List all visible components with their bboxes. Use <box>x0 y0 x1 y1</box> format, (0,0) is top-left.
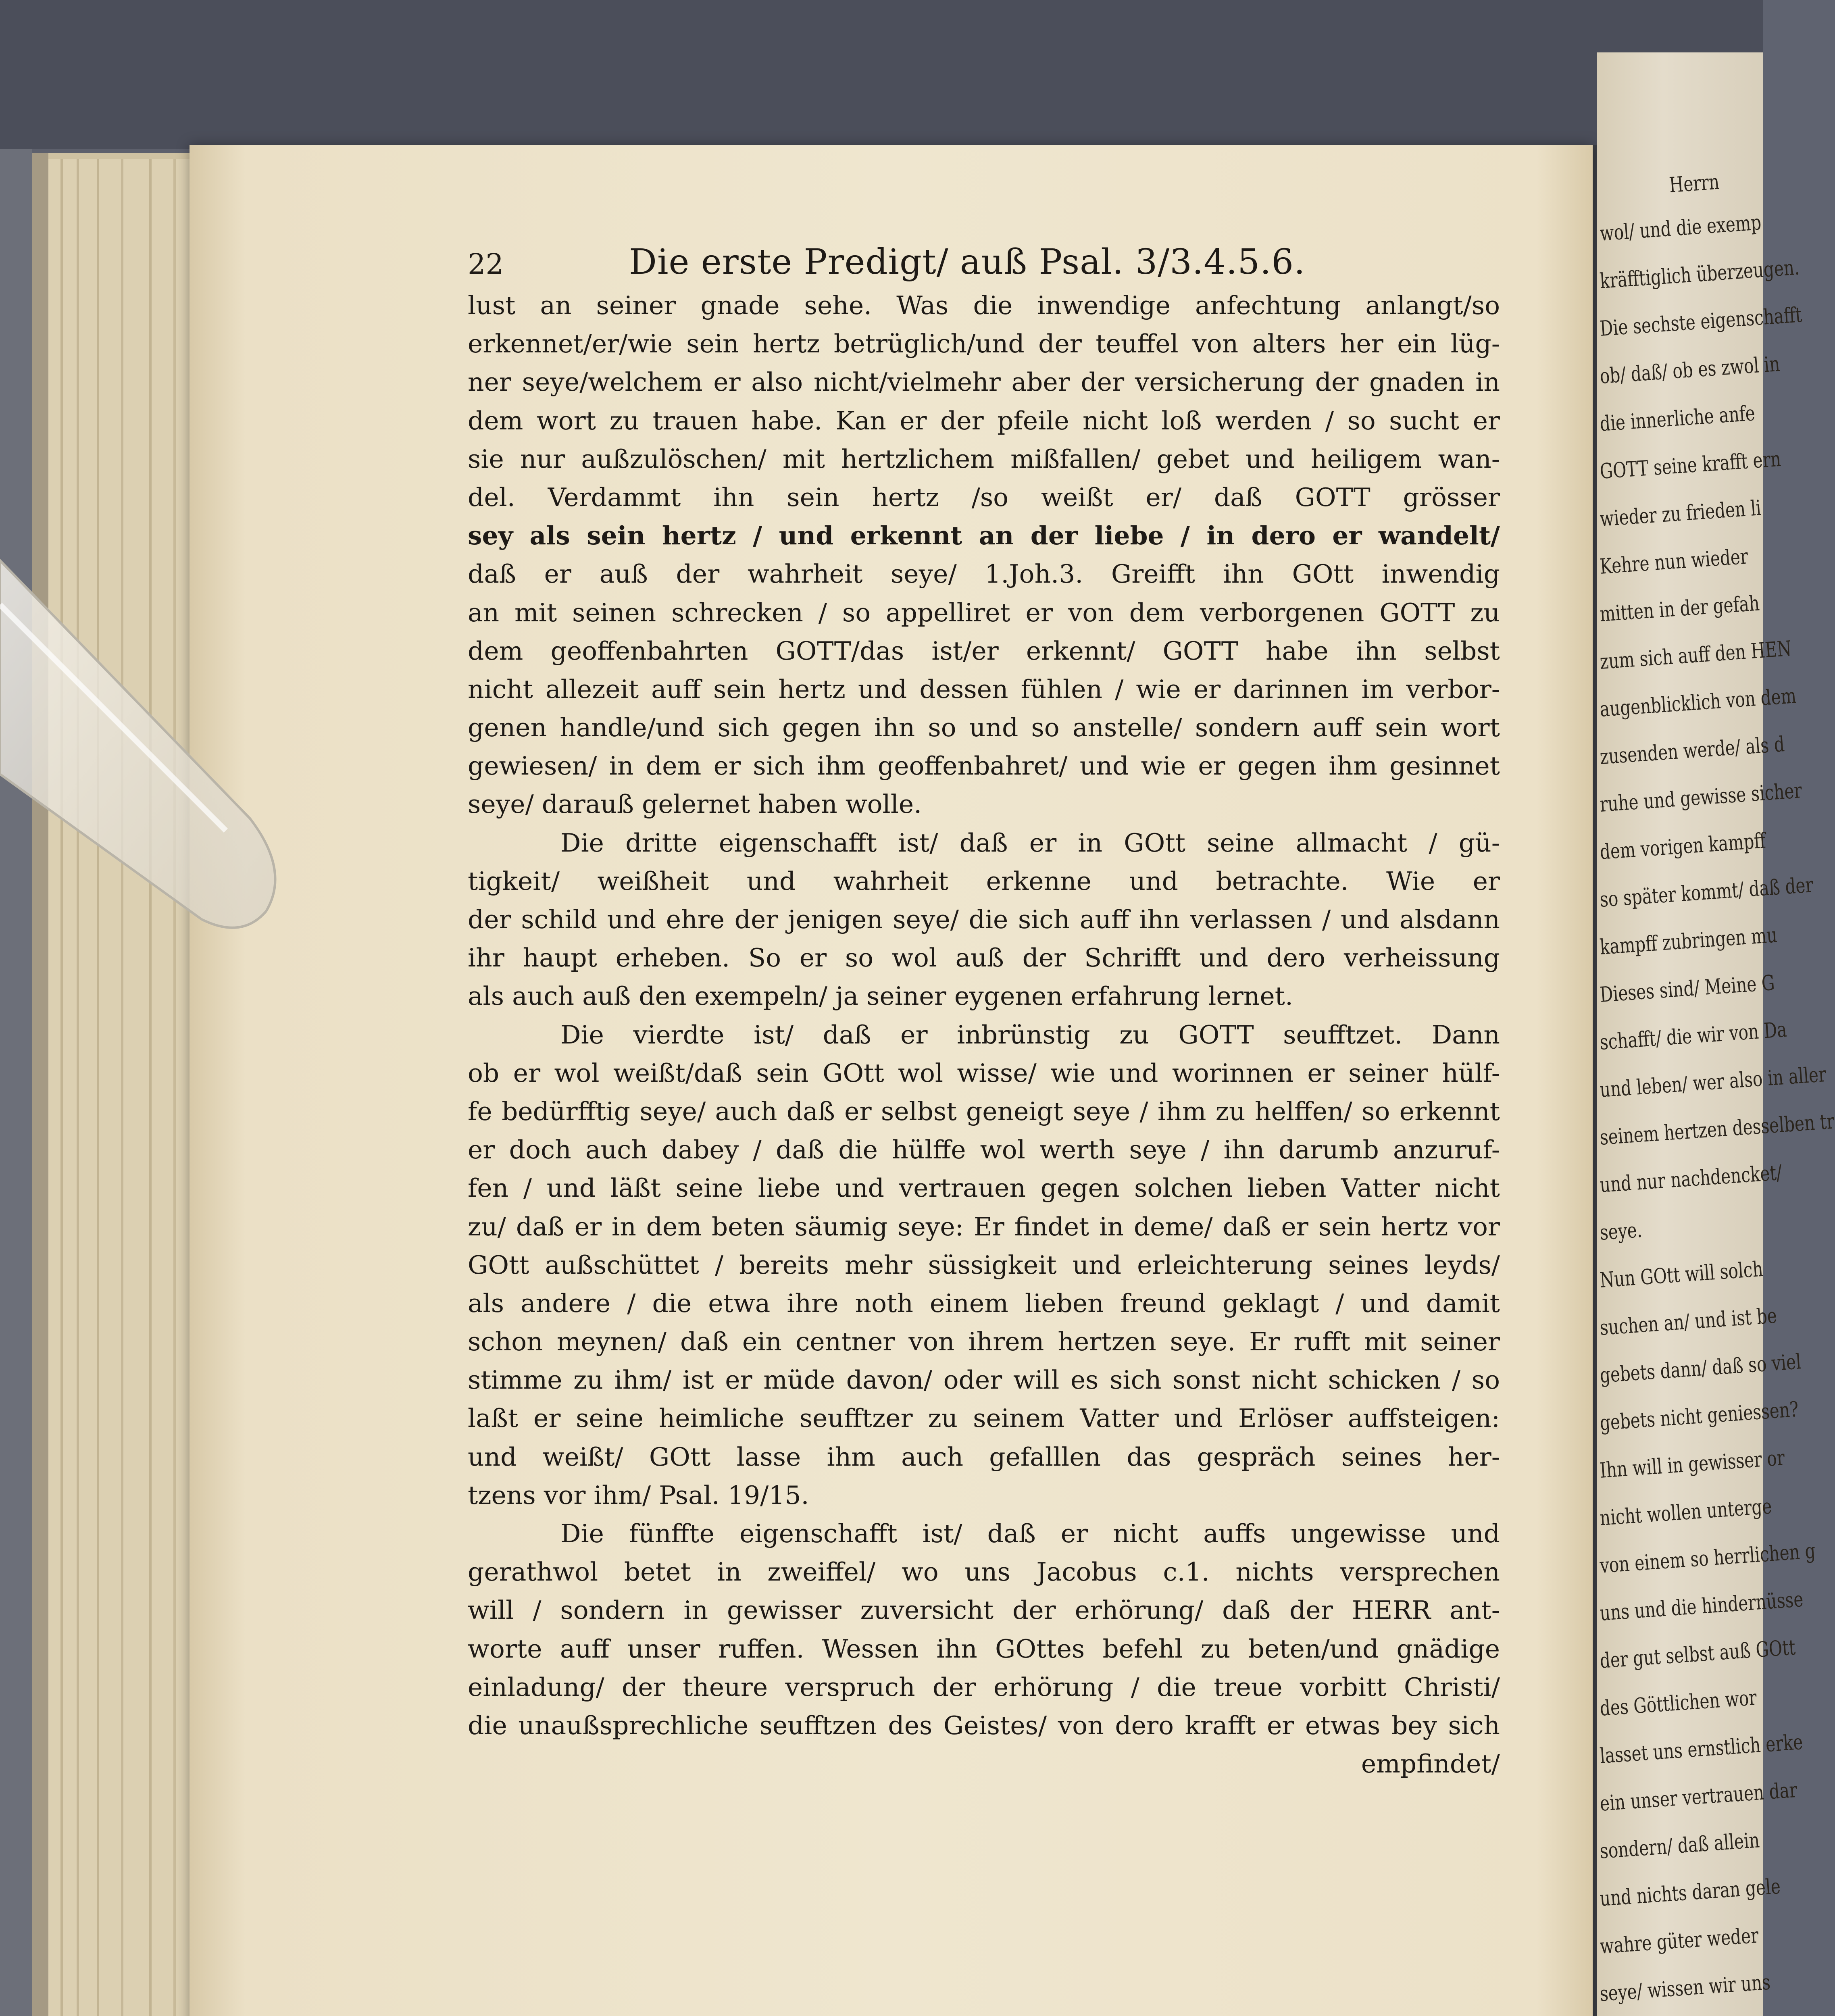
facing-text-line: ein unser vertrauen dar <box>1599 1778 1798 1816</box>
text-line: sey als sein hertz / und erkennt an der liebe / in dero er wandelt/ <box>468 521 1500 551</box>
facing-text-line: suchen an/ und ist be <box>1599 1304 1778 1340</box>
facing-text-line: seye/ wissen wir uns <box>1599 1970 1771 2006</box>
facing-text-line: Die sechste eigenschafft <box>1599 303 1803 341</box>
running-head <box>468 238 1500 286</box>
text-line: die unaußsprechliche seufftzen des Geistes/ von dero krafft er etwas bey sich <box>468 1710 1500 1740</box>
text-line: Die vierdte ist/ daß er inbrünstig zu GOTT seufftzet. Dann <box>560 1020 1500 1050</box>
text-line: sie nur außzulöschen/ mit hertzlichem mißfallen/ gebet und heiligem wan- <box>468 444 1500 474</box>
text-line: tzens vor ihm/ Psal. 19/15. <box>468 1480 809 1510</box>
text-line: ihr haupt erheben. So er so wol auß der Schrifft und dero verheissung <box>468 943 1500 973</box>
text-line: an mit seinen schrecken / so appelliret er von dem verborgenen GOTT zu <box>468 598 1500 627</box>
glass-weight <box>0 524 331 968</box>
facing-text-line: die innerliche anfe <box>1599 401 1756 436</box>
facing-text-line: sondern/ daß allein <box>1599 1828 1760 1864</box>
facing-text-line: und leben/ wer also in aller <box>1599 1062 1827 1102</box>
facing-text-line: Ihn will in gewisser or <box>1599 1446 1786 1483</box>
facing-text-line: ob/ daß/ ob es zwol in <box>1599 352 1781 389</box>
text-line: fe bedürfftig seye/ auch daß er selbst geneigt seye / ihm zu helffen/ so erkennt <box>468 1096 1500 1126</box>
facing-text-line: wol/ und die exemp <box>1599 210 1762 246</box>
facing-text-line: kampff zubringen mu <box>1599 923 1778 960</box>
facing-text-line: und nichts daran gele <box>1599 1874 1781 1911</box>
facing-text-line: gebets dann/ daß so viel <box>1599 1350 1802 1388</box>
facing-text-line: nicht wollen unterge <box>1599 1494 1773 1531</box>
facing-text-line: von einem so herrlichen g <box>1599 1539 1816 1578</box>
facing-text-line: uns und die hindernüsse <box>1599 1587 1804 1626</box>
text-line: laßt er seine heimliche seufftzer zu seinem Vatter und Erlöser auffsteigen: <box>468 1404 1500 1433</box>
page-number: 22 <box>468 248 504 281</box>
facing-text-line: mitten in der gefah <box>1599 591 1760 627</box>
text-line: GOtt außschüttet / bereits mehr süssigkeit und erleichterung seines leyds/ <box>468 1250 1500 1280</box>
facing-text-line: lasset uns ernstlich erke <box>1599 1730 1804 1768</box>
facing-page-fragment <box>1597 52 1835 2016</box>
facing-text-line: schafft/ die wir von Da <box>1599 1017 1788 1055</box>
text-line: tigkeit/ weißheit und wahrheit erkenne und betrachte. Wie er <box>468 866 1500 896</box>
text-line: del. Verdammt ihn sein hertz /so weißt er/ daß GOTT grösser <box>468 482 1500 512</box>
page-text-block <box>468 238 1500 1783</box>
text-line: der schild und ehre der jenigen seye/ die sich auff ihn verlassen / und alsdann <box>468 905 1500 934</box>
text-line: Die dritte eigenschafft ist/ daß er in GOtt seine allmacht / gü- <box>560 828 1500 858</box>
facing-text-line: der gut selbst auß GOtt <box>1599 1635 1796 1673</box>
facing-text-line: GOTT seine krafft ern <box>1599 447 1782 484</box>
text-line: schon meynen/ daß ein centner von ihrem hertzen seye. Er rufft mit seiner <box>468 1327 1500 1357</box>
running-title: Die erste Predigt/ auß Psal. 3/3.4.5.6. <box>629 242 1306 282</box>
text-line: ob er wol weißt/daß sein GOtt wol wisse/ wie und worinnen er seiner hülf- <box>468 1058 1500 1088</box>
facing-text-line: und nur nachdencket/ <box>1599 1160 1783 1198</box>
facing-text-line: zusenden werde/ als d <box>1599 732 1785 769</box>
facing-text-line: augenblicklich von dem <box>1599 684 1797 722</box>
facing-text-line: Dieses sind/ Meine G <box>1599 971 1776 1007</box>
facing-text-line: des Göttlichen wor <box>1599 1685 1758 1721</box>
text-line: stimme zu ihm/ ist er müde davon/ oder will es sich sonst nicht schicken / so <box>468 1365 1500 1395</box>
facing-running-head: Herrn <box>1668 170 1720 198</box>
facing-text-line: seye. <box>1599 1218 1643 1245</box>
text-line: worte auff unser ruffen. Wessen ihn GOttes befehl zu beten/und gnädige <box>468 1634 1500 1664</box>
text-line: ner seye/welchem er also nicht/vielmehr aber der versicherung der gnaden in <box>468 367 1500 397</box>
text-line: empfindet/ <box>1361 1749 1500 1779</box>
facing-text-line: wahre güter weder <box>1599 1923 1760 1959</box>
text-line: einladung/ der theure verspruch der erhörung / die treue vorbitt Christi/ <box>468 1672 1500 1702</box>
text-line: als auch auß den exempeln/ ja seiner eygenen erfahrung lernet. <box>468 981 1293 1011</box>
facing-text-line: seinem hertzen desselben tr <box>1599 1109 1835 1150</box>
facing-text-line: dem vorigen kampff <box>1599 829 1767 864</box>
facing-text-line: Nun GOtt will solch <box>1599 1257 1764 1293</box>
body-text <box>468 286 1500 1783</box>
facing-text-line: Kehre nun wieder <box>1599 544 1749 579</box>
facing-text-line: gebets nicht geniessen? <box>1599 1397 1800 1435</box>
text-line: gerathwol betet in zweiffel/ wo uns Jacobus c.1. nichts versprechen <box>468 1557 1500 1587</box>
text-line: gewiesen/ in dem er sich ihm geoffenbahret/ und wie er gegen ihm gesinnet <box>468 751 1500 781</box>
text-line: erkennet/er/wie sein hertz betrüglich/und der teuffel von alters her ein lüg- <box>468 329 1500 359</box>
facing-text-line: ruhe und gewisse sicher <box>1599 779 1803 817</box>
text-line: lust an seiner gnade sehe. Was die inwendige anfechtung anlangt/so <box>468 291 1500 320</box>
text-line: Die fünffte eigenschafft ist/ daß er nicht auffs ungewisse und <box>560 1519 1500 1548</box>
text-line: will / sondern in gewisser zuversicht der erhörung/ daß der HERR ant- <box>468 1595 1500 1625</box>
facing-text-line: kräfftiglich überzeugen. <box>1599 255 1800 294</box>
page-edge-stack <box>32 153 194 2016</box>
text-line: dem geoffenbahrten GOTT/das ist/er erkennt/ GOTT habe ihn selbst <box>468 636 1500 666</box>
text-line: nicht allezeit auff sein hertz und dessen fühlen / wie er darinnen im verbor- <box>468 674 1500 704</box>
facing-text-line: wieder zu frieden li <box>1599 496 1762 531</box>
text-line: und weißt/ GOtt lasse ihm auch gefalllen das gespräch seines her- <box>468 1442 1500 1472</box>
facing-text-line: so später kommt/ daß der <box>1599 873 1814 912</box>
text-line: er doch auch dabey / daß die hülffe wol werth seye / ihn darumb anzuruf- <box>468 1135 1500 1165</box>
text-line: genen handle/und sich gegen ihn so und so anstelle/ sondern auff sein wort <box>468 713 1500 743</box>
text-line: daß er auß der wahrheit seye/ 1.Joh.3. Greifft ihn GOtt inwendig <box>468 559 1500 589</box>
text-line: als andere / die etwa ihre noth einem lieben freund geklagt / und damit <box>468 1288 1500 1318</box>
text-line: seye/ darauß gelernet haben wolle. <box>468 789 922 819</box>
text-line: dem wort zu trauen habe. Kan er der pfeile nicht loß werden / so sucht er <box>468 406 1500 435</box>
text-line: zu/ daß er in dem beten säumig seye: Er findet in deme/ daß er sein hertz vor <box>468 1212 1500 1241</box>
facing-text-line: zum sich auff den HEN <box>1599 636 1792 674</box>
text-line: fen / und läßt seine liebe und vertrauen gegen solchen lieben Vatter nicht <box>468 1173 1500 1203</box>
